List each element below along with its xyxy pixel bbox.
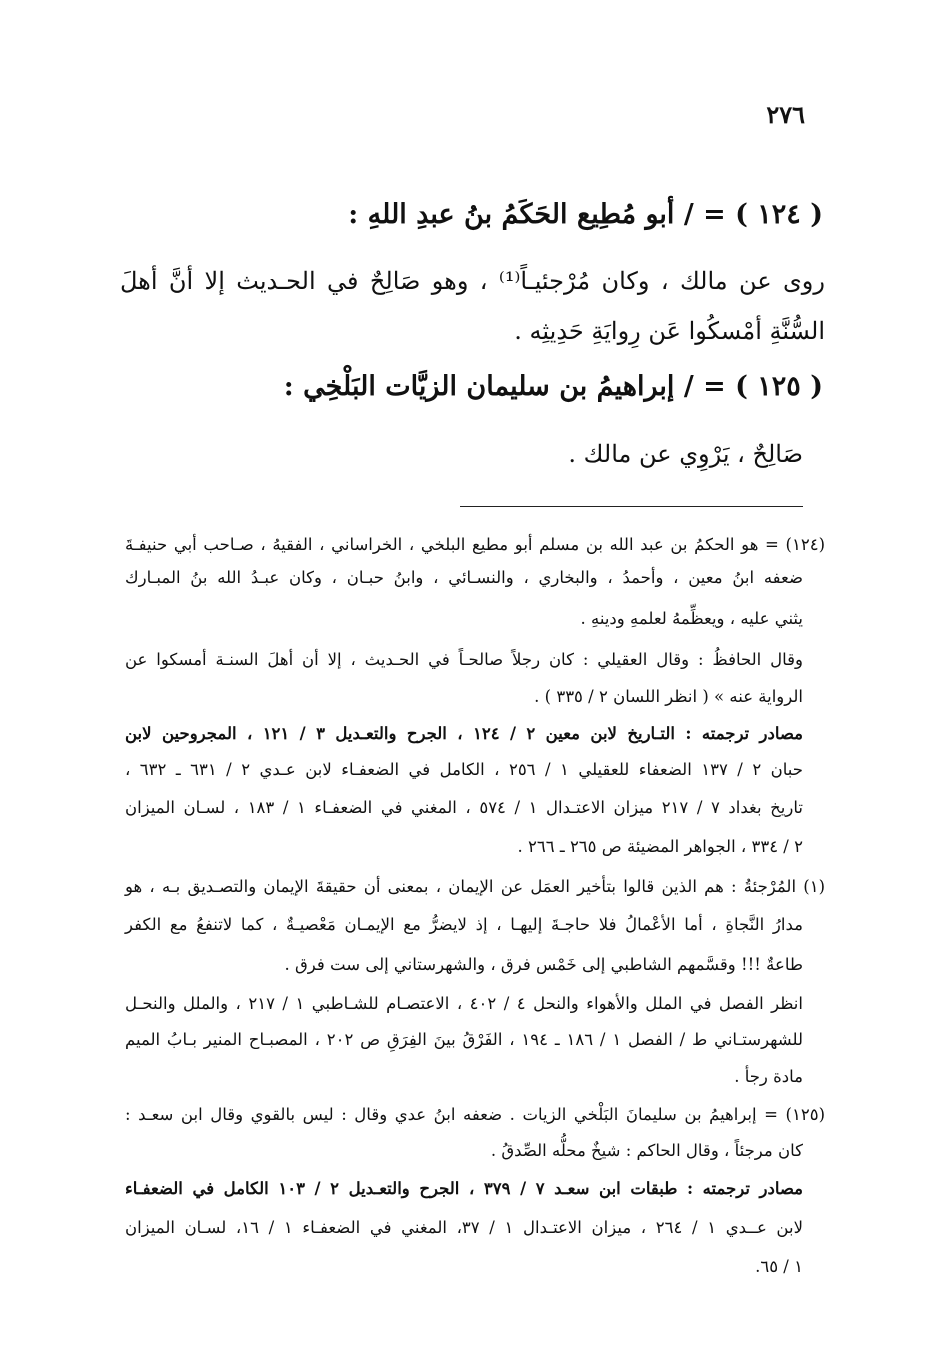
entry-124-title: ( ١٢٤ ) = / أبو مُطِيع الحَكَمُ بنُ عبدِ اللهِ :	[348, 199, 823, 230]
entry-125-title: ( ١٢٥ ) = / إبراهيمُ بن سليمان الزيَّات البَلْخِي :	[283, 371, 823, 402]
entry-124-body-line-2: السُّنَّةِ أمْسكُوا عَن رِوايَةِ حَدِيثِه .	[514, 317, 825, 345]
footnote-124-line-1: (١٢٤) = هو الحكمُ بن عبد الله بن مسلم أبو مطيع البلخي ، الخراساني ، الفقيهُ ، صـاحب أبي حنيفـةَ	[125, 535, 825, 554]
page-number: ٢٧٦	[766, 100, 805, 129]
entry-124-body-line-1: روى عن مالك ، وكان مُرْجئيـاً⁽¹⁾ ، وهو صَالِحٌ في الحـديث إلا أنَّ أهلَ	[120, 267, 825, 295]
footnote-125-line-2: كان مرجئاً ، وقال الحاكم : شيخٌ محلُّه الصِّدقُ .	[490, 1141, 803, 1160]
footnote-124-sources-line-2: حبان ٢ / ١٣٧ الضعفاء للعقيلي ١ / ٢٥٦ ، الكامل في الضعفـاء لابن عـدي ٢ / ٦٣١ ـ ٦٣٢ ،	[125, 760, 803, 779]
footnote-125-sources-line-1: مصادر ترجمته : طبقات ابن سعـد ٧ / ٣٧٩ ، الجرح والتعـديل ٢ / ١٠٣ الكامل في الضعفـاء	[125, 1179, 804, 1198]
footnote-1-line-2: مدارُ النَّجاةِ ، أما الأعْمالُ فلا حاجـةَ إليهـا ، إذ لايضرُّ مع الإيمـان مَعْصيـةٌ ، كما لاتنفعُ مع الكفر	[125, 915, 803, 934]
footnote-124-line-5: الرواية عنه » ( انظر اللسان ٢ / ٣٣٥ ) .	[534, 687, 803, 706]
footnote-124-line-3: يثني عليه ، ويعظِّمهُ لعلمهِ ودينهِ .	[580, 609, 803, 628]
footnote-1-line-4: انظر الفصل في الملل والأهواء والنحل ٤ / ٤٠٢ ، الاعتصـام للشـاطبي ١ / ٢١٧ ، والملل والنحـل	[125, 994, 803, 1013]
footnote-124-line-2: ضعفه ابنُ معين ، وأحمدُ ، والبخاري ، والنسـائي ، وابنُ حبـان ، وكان عبـدُ الله بنُ المبـارك	[125, 568, 803, 587]
entry-125-body-line-1: صَالِحٌ ، يَرْوِي عن مالك .	[568, 440, 803, 468]
footnote-125-sources-line-2: لابن عــدي ١ / ٢٦٤ ، ميزان الاعتـدال ١ / ٣٧، المغني في الضعفـاء ١ / ١٦، لسـان الميزان	[125, 1218, 803, 1237]
footnote-1-line-5: للشهرستـاني ط / الفصل ١ / ١٨٦ ـ ١٩٤ ، الفَرْقُ بينَ الفِرَقِ ص ٢٠٢ ، المصبـاح المنير بـابُ الميم	[125, 1030, 803, 1049]
footnote-125-line-1: (١٢٥) = إبراهيمُ بن سليمانَ البَلْخي الزيات . ضعفه ابنُ عدي وقال : ليس بالقوي وقال ابن سعـد :	[125, 1105, 825, 1124]
footnote-separator	[460, 506, 803, 507]
footnote-1-line-1: (١) المُرْجئةُ : هم الذين قالوا بتأخير العمَل عن الإيمان ، بمعنى أن حقيقةَ الإيمان والتصـديق بـه ، هو	[125, 877, 825, 896]
footnote-124-line-4: وقال الحافظُ : وقال العقيلي : كان رجلاً صالحـاً في الحـديث ، إلا أن أهلَ السنـة أمسكوا عن	[125, 650, 803, 669]
footnote-124-sources-line-4: ٢ / ٣٣٤ ، الجواهر المضيئة ص ٢٦٥ ـ ٢٦٦ .	[517, 837, 803, 856]
footnote-124-sources-line-1: مصادر ترجمته : التـاريخ لابن معين ٢ / ١٢٤ ، الجرح والتعـديل ٣ / ١٢١ ، المجروحين لابن	[125, 724, 804, 743]
footnote-124-sources-line-3: تاريخ بغداد ٧ / ٢١٧ ميزان الاعتـدال ١ / ٥٧٤ ، المغني في الضعفـاء ١ / ١٨٣ ، لسـان الميزان	[125, 798, 803, 817]
footnote-1-line-6: مادة رجأ .	[734, 1067, 803, 1086]
footnote-125-sources-line-3: ١ / ٦٥.	[755, 1257, 803, 1276]
footnote-1-line-3: طاعةٌ !!! وقسَّمهم الشاطبي إلى خَمْس فرق ، والشهرستاني إلى ست فرق .	[284, 955, 803, 974]
